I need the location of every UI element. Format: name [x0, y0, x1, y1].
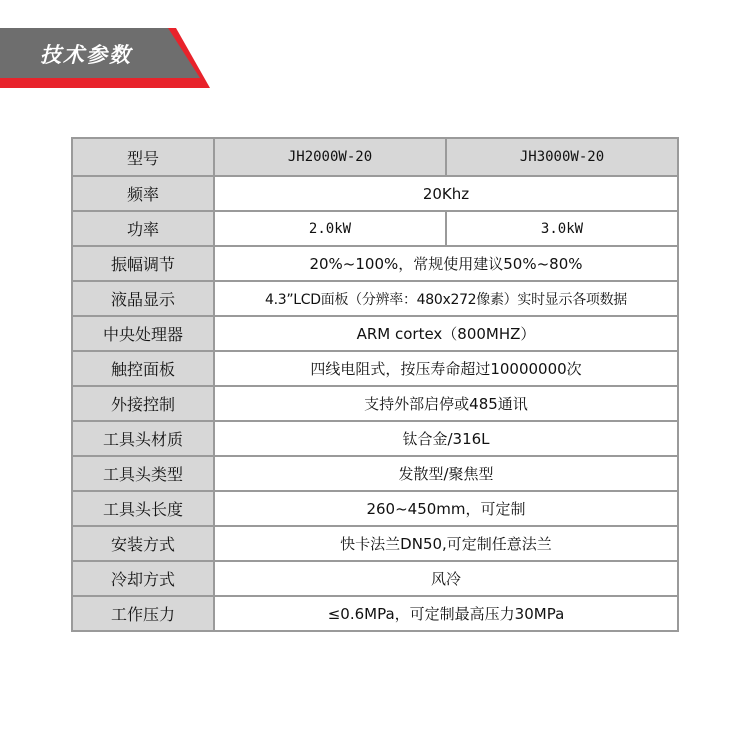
row-value: 3.0kW [446, 211, 678, 246]
row-label: 功率 [72, 211, 214, 246]
row-value: 发散型/聚焦型 [214, 456, 678, 491]
table-row [72, 456, 678, 491]
section-banner [0, 28, 210, 88]
table-row [72, 211, 678, 246]
row-label: 触控面板 [72, 351, 214, 386]
row-label: 冷却方式 [72, 561, 214, 596]
row-label: 频率 [72, 176, 214, 211]
table-row [72, 246, 678, 281]
row-value: 支持外部启停或485通讯 [214, 386, 678, 421]
row-value: 20%~100%，常规使用建议50%~80% [214, 246, 678, 281]
table-row [72, 316, 678, 351]
table-row [72, 176, 678, 211]
table-row [72, 561, 678, 596]
row-label: 中央处理器 [72, 316, 214, 351]
table-row [72, 281, 678, 316]
row-value: ≤0.6MPa，可定制最高压力30MPa [214, 596, 678, 631]
row-value: 快卡法兰DN50,可定制任意法兰 [214, 526, 678, 561]
row-value: 4.3”LCD面板（分辨率：480x272像素）实时显示各项数据 [214, 281, 678, 316]
spec-table [71, 137, 679, 632]
row-label: 工具头长度 [72, 491, 214, 526]
row-label: 工具头材质 [72, 421, 214, 456]
row-value: 20Khz [214, 176, 678, 211]
section-title: 技术参数 [40, 43, 132, 67]
header-label-cell: 型号 [72, 138, 214, 176]
table-row [72, 386, 678, 421]
row-value: ARM cortex（800MHZ） [214, 316, 678, 351]
header-model-cell: JH3000W-20 [446, 138, 678, 176]
row-label: 工作压力 [72, 596, 214, 631]
table-row [72, 596, 678, 631]
row-label: 安装方式 [72, 526, 214, 561]
table-header-row [72, 138, 678, 176]
row-value: 四线电阻式，按压寿命超过10000000次 [214, 351, 678, 386]
row-value: 2.0kW [214, 211, 446, 246]
table-row [72, 491, 678, 526]
row-label: 工具头类型 [72, 456, 214, 491]
header-model-cell: JH2000W-20 [214, 138, 446, 176]
row-value: 260~450mm，可定制 [214, 491, 678, 526]
table-row [72, 421, 678, 456]
row-label: 外接控制 [72, 386, 214, 421]
row-value: 风冷 [214, 561, 678, 596]
row-label: 振幅调节 [72, 246, 214, 281]
row-value: 钛合金/316L [214, 421, 678, 456]
table-row [72, 351, 678, 386]
table-row [72, 526, 678, 561]
row-label: 液晶显示 [72, 281, 214, 316]
